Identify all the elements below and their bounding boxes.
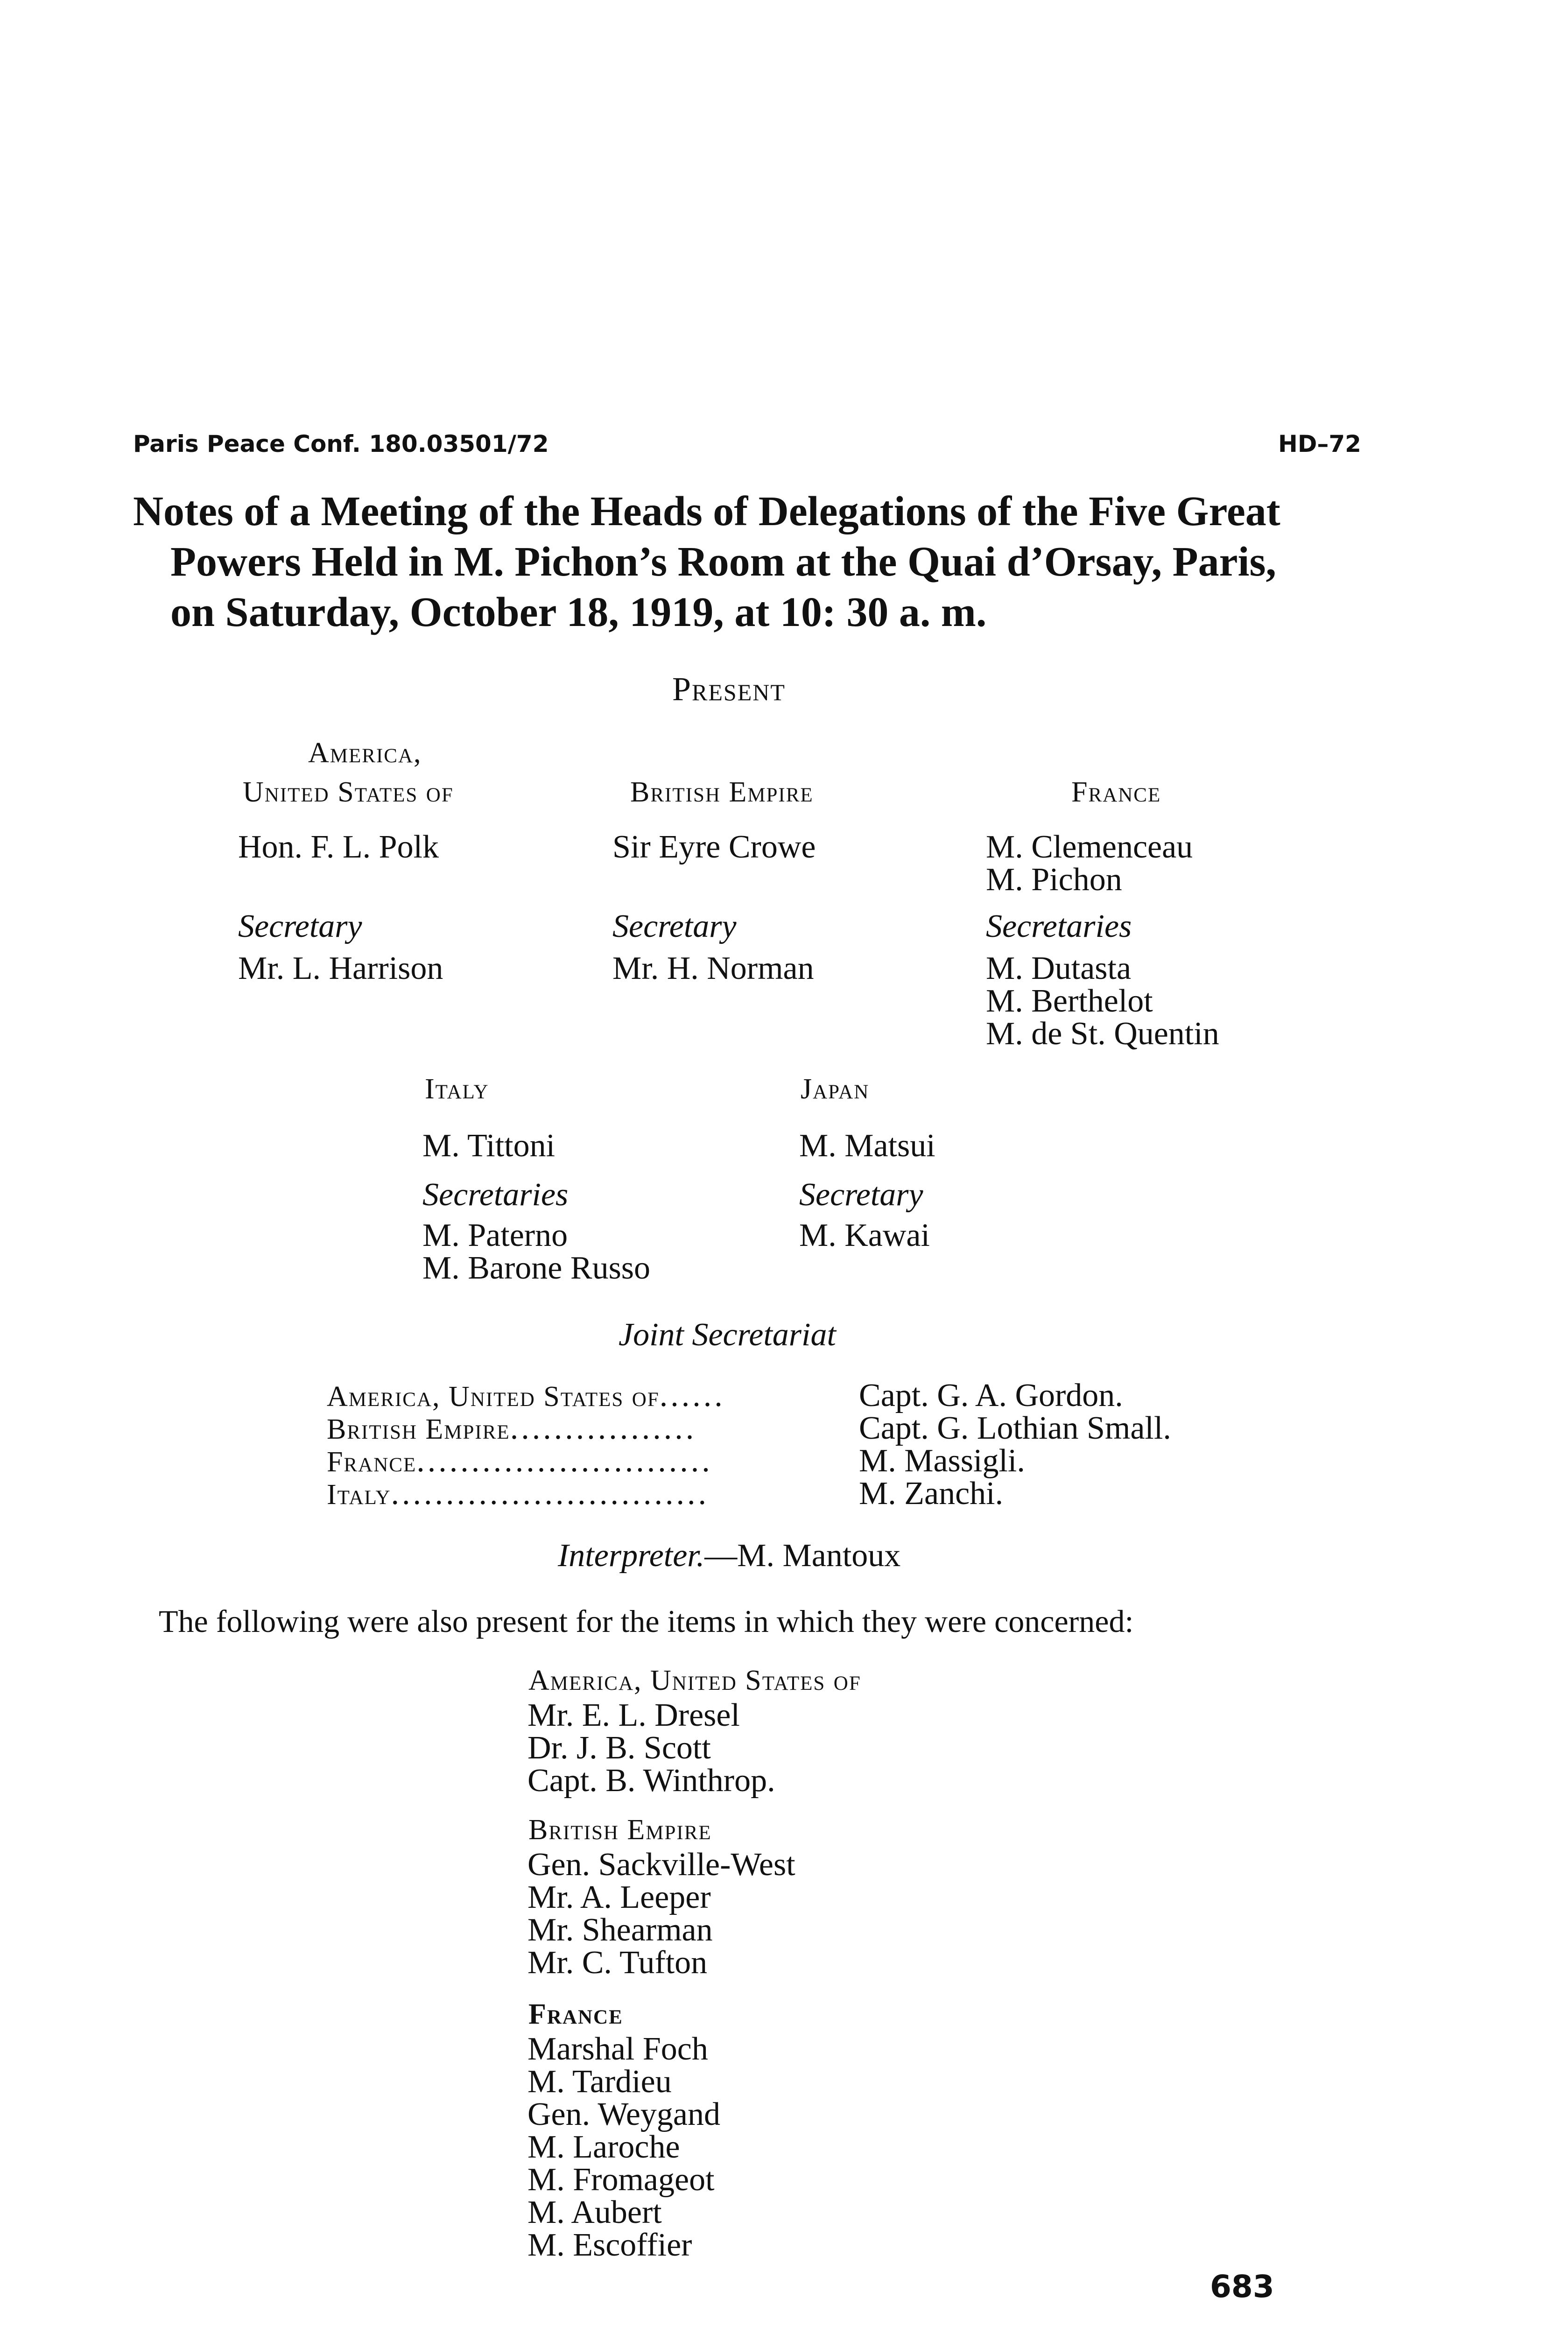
america-principal: Hon. F. L. Polk [238,829,439,865]
joint-secretariat-names [859,1379,1171,1510]
japan-secretary: M. Kawai [799,1217,930,1253]
leader-dots: ........................... [416,1443,713,1479]
america-secretary: Mr. L. Harrison [238,950,443,986]
italy-secretaries [422,1219,650,1285]
attendee-name: M. Tardieu [527,2064,672,2100]
france-principals [986,831,1193,896]
interpreter-label: Interpreter. [558,1538,705,1574]
japan-country: Japan [801,1073,870,1105]
secretariat-name: Capt. G. Lothian Small. [859,1410,1171,1446]
attendee-name: Mr. C. Tufton [527,1945,708,1981]
attendee-name: Marshal Foch [527,2031,708,2067]
secretariat-row [327,1412,725,1445]
france-secretaries [986,952,1219,1050]
british-country: British Empire [630,776,814,808]
title-line-1: Notes of a Meeting of the Heads of Delegations of the Five Great [133,488,1280,534]
also-present-france-list [527,2033,720,2262]
attendee-name: Gen. Weygand [527,2096,720,2132]
also-present-france-heading: France [528,1998,623,2030]
also-present-intro: The following were also present for the items in which they were concerned: [159,1603,1134,1639]
france-country: France [1071,776,1161,808]
france-secretaries-label: Secretaries [986,908,1132,944]
france-secretary: M. de St. Quentin [986,1016,1219,1052]
title-line-3: on Saturday, October 18, 1919, at 10: 30 a. m. [170,589,987,635]
america-country-line1: America, [308,737,422,769]
document-code: HD–72 [1278,430,1361,457]
secretariat-country: France [327,1446,417,1478]
attendee-name: Dr. J. B. Scott [527,1730,711,1766]
british-principal: Sir Eyre Crowe [612,829,816,865]
also-present-british-heading: British Empire [528,1814,712,1846]
british-secretary-label: Secretary [612,908,737,944]
secretariat-row [327,1379,725,1412]
japan-secretary-label: Secretary [799,1177,923,1213]
italy-secretary: M. Paterno [422,1217,568,1253]
title-line-2: Powers Held in M. Pichon’s Room at the Quai d’Orsay, Paris, [170,539,1277,585]
america-secretary-label: Secretary [238,908,362,944]
france-secretary: M. Dutasta [986,950,1132,986]
attendee-name: M. Aubert [527,2194,662,2230]
british-secretary: Mr. H. Norman [612,950,814,986]
secretariat-country: British Empire [327,1413,510,1445]
secretariat-row [327,1477,725,1510]
page-number: 683 [1210,2269,1274,2305]
japan-principal: M. Matsui [799,1128,935,1164]
attendee-name: Gen. Sackville-West [527,1847,795,1883]
attendee-name: Mr. Shearman [527,1912,713,1948]
france-principal: M. Pichon [986,862,1122,898]
france-principal: M. Clemenceau [986,829,1193,865]
file-reference: Paris Peace Conf. 180.03501/72 [133,430,549,457]
secretariat-name: Capt. G. A. Gordon. [859,1378,1123,1413]
attendee-name: M. Laroche [527,2129,680,2165]
secretariat-name: M. Zanchi. [859,1476,1004,1511]
italy-secretaries-label: Secretaries [422,1177,569,1213]
leader-dots: ............................. [391,1476,710,1511]
joint-secretariat-countries [327,1379,725,1510]
attendee-name: Capt. B. Winthrop. [527,1763,775,1799]
attendee-name: Mr. A. Leeper [527,1879,711,1915]
leader-dots: ...... [659,1378,725,1413]
attendee-name: M. Fromageot [527,2162,715,2198]
america-country-line2: United States of [243,776,454,808]
italy-principal: M. Tittoni [422,1128,555,1164]
present-heading: Present [672,670,786,708]
italy-country: Italy [425,1073,489,1105]
also-present-america-heading: America, United States of [528,1665,861,1696]
also-present-british-list [527,1849,795,1979]
attendee-name: M. Escoffier [527,2227,692,2263]
leader-dots: ................. [510,1410,697,1446]
joint-secretariat-heading: Joint Secretariat [619,1317,836,1353]
secretariat-row [327,1445,725,1477]
attendee-name: Mr. E. L. Dresel [527,1697,740,1733]
secretariat-country: Italy [327,1479,391,1511]
interpreter-line [558,1540,900,1572]
secretariat-country: America, United States of [327,1381,660,1413]
also-present-america-list [527,1699,775,1797]
document-title [133,486,1280,638]
interpreter-name: —M. Mantoux [704,1538,901,1574]
italy-secretary: M. Barone Russo [422,1250,651,1286]
france-secretary: M. Berthelot [986,983,1153,1019]
secretariat-name: M. Massigli. [859,1443,1025,1479]
